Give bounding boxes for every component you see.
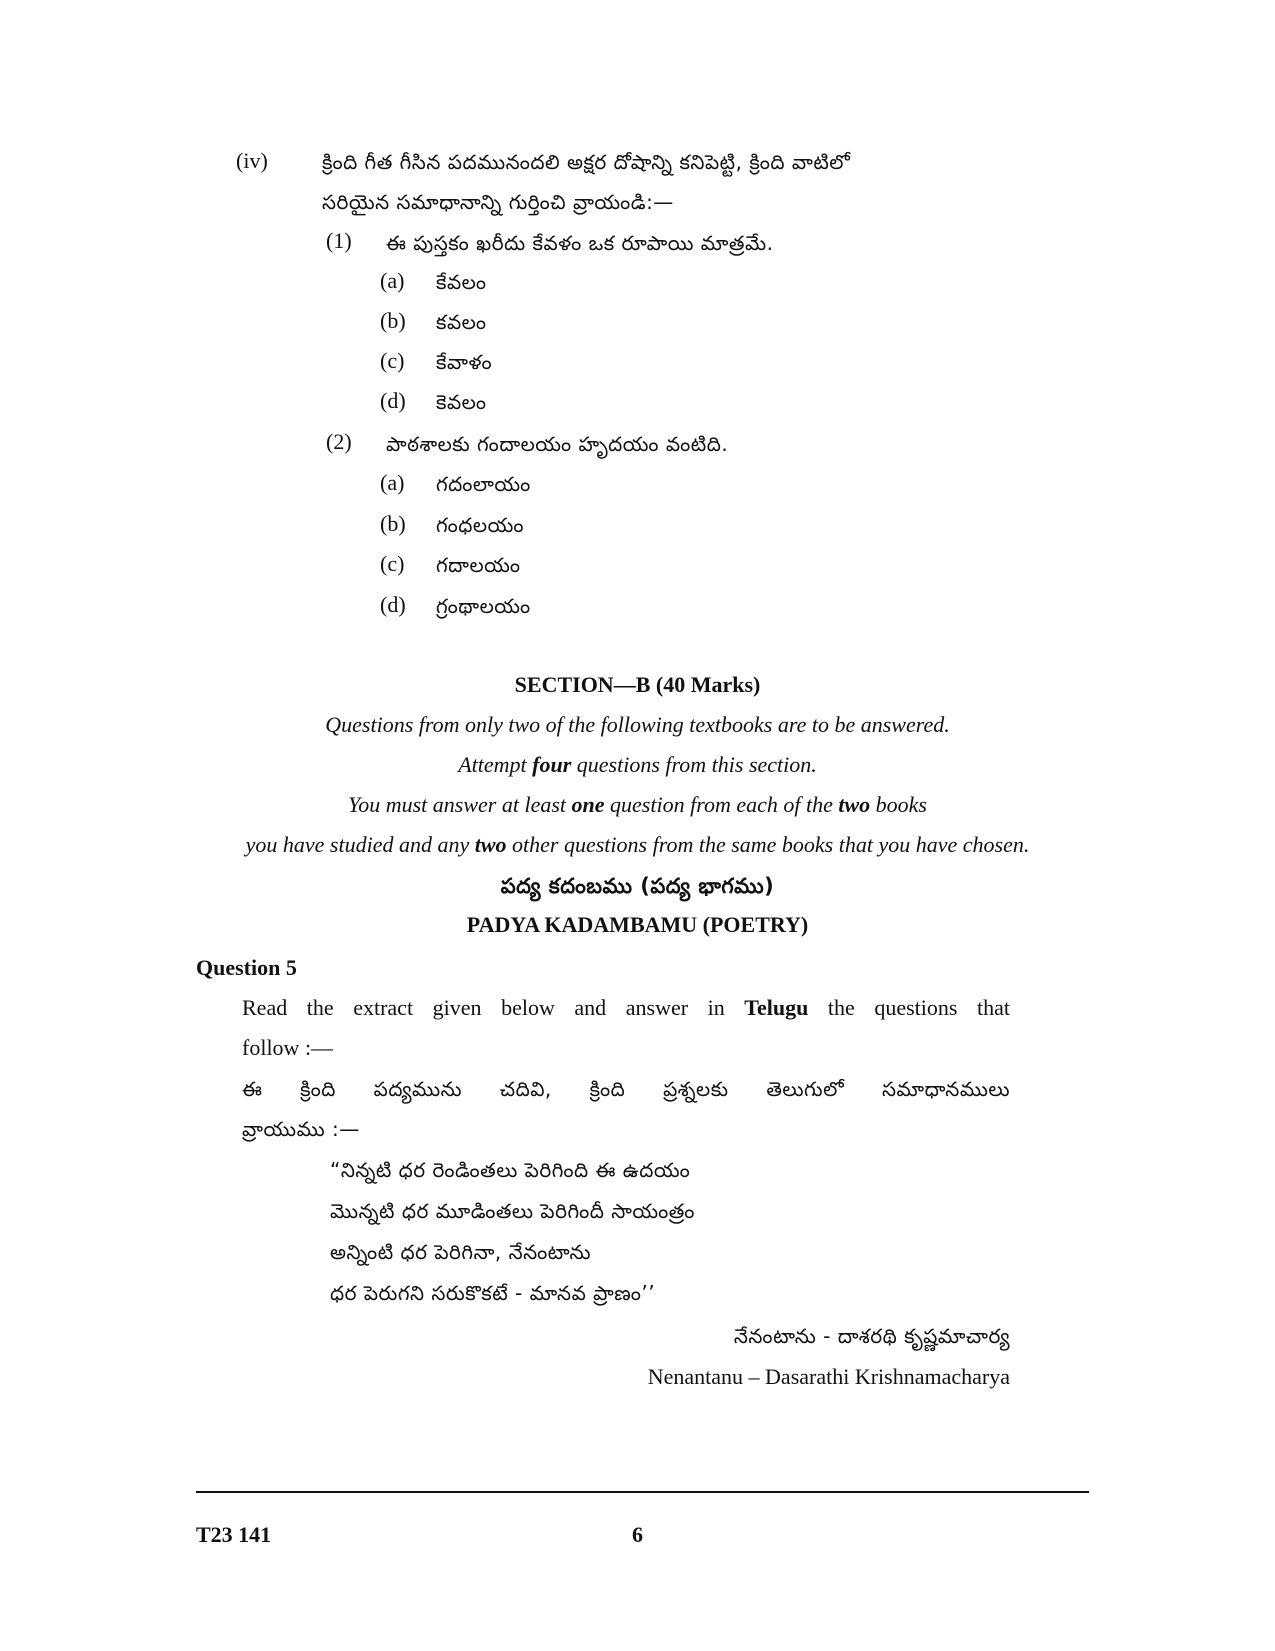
option-letter: (a) (380, 470, 405, 495)
question-instruction: Read the extract given below and answer in Telugu the questions that (242, 995, 1010, 1020)
attribution-english: Nenantanu – Dasarathi Krishnamacharya (647, 1364, 1010, 1389)
option-text: కేవాళం (436, 350, 493, 374)
poem-line: అన్నింటి ధర పెరిగినా, నేనంటాను (330, 1240, 591, 1264)
item-number: (1) (326, 228, 352, 253)
option-text: గంధలయం (436, 513, 524, 537)
option-letter: (b) (380, 308, 406, 333)
option-letter: (d) (380, 388, 406, 413)
poem-line: మొన్నటి ధర మూడింతలు పెరిగిందీ సాయంత్రం (330, 1199, 695, 1223)
poem-line: ధర పెరుగని సరుకొకటే - మానవ ప్రాణం’’ (330, 1281, 656, 1305)
option-text: గ్రంథాలయం (436, 594, 531, 618)
option-letter: (c) (380, 551, 405, 576)
question-instruction: follow :— (242, 1035, 334, 1060)
instruction-line: సరియైన సమాధానాన్ని గుర్తించి వ్రాయండి:— (322, 190, 674, 214)
page-number: 6 (632, 1522, 643, 1547)
book-title-english: PADYA KADAMBAMU (POETRY) (466, 912, 809, 937)
option-text: కెవలం (436, 390, 487, 414)
instruction-line: క్రింది గీత గీసిన పదమునందలి అక్షర దోషాన్ని కనిపెట్టి, క్రింది వాటిలో (322, 150, 851, 174)
book-title-telugu: పద్య కదంబము (పద్య భాగము) (500, 874, 775, 898)
option-text: కేవలం (436, 270, 487, 294)
option-letter: (a) (380, 268, 405, 293)
section-heading: SECTION—B (40 Marks) (514, 672, 761, 697)
paper-code: T23 141 (196, 1522, 272, 1547)
item-sentence: ఈ పుస్తకం ఖరీదు కేవళం ఒక రూపాయి మాత్రమే. (386, 231, 774, 255)
option-letter: (c) (380, 348, 405, 373)
poem-line: “నిన్నటి ధర రెండింతలు పెరిగింది ఈ ఉదయం (330, 1158, 691, 1182)
item-number: (2) (326, 429, 352, 454)
question-instruction-telugu: వ్రాయుము :— (242, 1117, 360, 1141)
option-text: కవలం (436, 310, 487, 334)
footer-rule (196, 1491, 1089, 1493)
section-instruction: Attempt four questions from this section. (458, 752, 817, 777)
question-instruction-telugu: ఈ క్రింది పద్యమును చదివి, క్రింది ప్రశ్నలకు తెలుగులో సమాధానములు (242, 1077, 1010, 1101)
section-instruction: Questions from only two of the following textbooks are to be answered. (325, 712, 950, 737)
option-text: గదంలాయం (436, 472, 531, 496)
option-letter: (d) (380, 592, 406, 617)
question-title: Question 5 (196, 955, 297, 980)
attribution-telugu: నేనంటాను - దాశరథి కృష్ణమాచార్య (733, 1324, 1010, 1348)
option-text: గదాలయం (436, 553, 521, 577)
question-label: (iv) (236, 148, 268, 173)
section-instruction: you have studied and any two other questions from the same books that you have chosen. (245, 832, 1030, 857)
item-sentence: పాఠశాలకు గందాలయం హృదయం వంటిది. (386, 432, 729, 456)
section-instruction: You must answer at least one question from each of the two books (348, 792, 927, 817)
option-letter: (b) (380, 511, 406, 536)
